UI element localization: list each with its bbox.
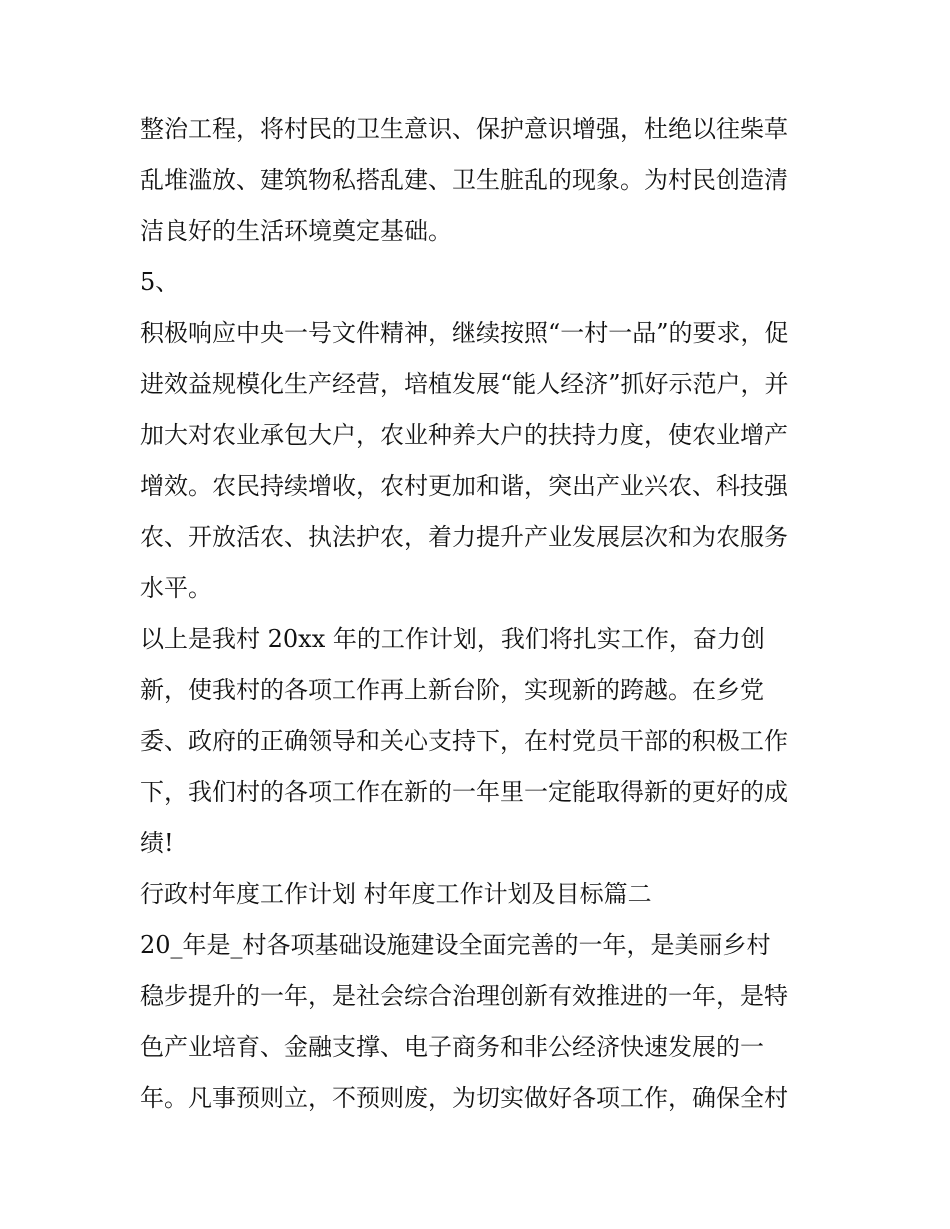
document-body [140, 104, 820, 1124]
text-line: 水平。 [140, 574, 212, 602]
text-line: 下，我们村的各项工作在新的一年里一定能取得新的更好的成 [140, 778, 788, 806]
text-line: 洁良好的生活环境奠定基础。 [140, 217, 452, 245]
text-line: 新，使我村的各项工作再上新台阶，实现新的跨越。在乡党 [140, 676, 764, 704]
text-line: 乱堆滥放、建筑物私搭乱建、卫生脏乱的现象。为村民创造清 [140, 166, 788, 194]
text-line: 农、开放活农、执法护农，着力提升产业发展层次和为农服务 [140, 523, 788, 551]
text-line: 进效益规模化生产经营，培植发展“能人经济”抓好示范户，并 [140, 370, 789, 398]
text-line: 年。凡事预则立，不预则废，为切实做好各项工作，确保全村 [140, 1084, 788, 1112]
text-line: 绩! [140, 829, 174, 857]
list-number: 5、 [140, 268, 180, 296]
text-line: 积极响应中央一号文件精神，继续按照“一村一品”的要求，促 [140, 319, 789, 347]
text-line: 20_年是_村各项基础设施建设全面完善的一年，是美丽乡村 [140, 931, 771, 959]
text-line: 稳步提升的一年，是社会综合治理创新有效推进的一年，是特 [140, 982, 788, 1010]
text-line: 委、政府的正确领导和关心支持下，在村党员干部的积极工作 [140, 727, 788, 755]
text-line: 整治工程，将村民的卫生意识、保护意识增强，杜绝以往柴草 [140, 115, 788, 143]
text-line: 加大对农业承包大户，农业种养大户的扶持力度，使农业增产 [140, 421, 788, 449]
text-line: 增效。农民持续增收，农村更加和谐，突出产业兴农、科技强 [140, 472, 788, 500]
section-heading: 行政村年度工作计划 村年度工作计划及目标篇二 [140, 880, 652, 908]
text-line: 色产业培育、金融支撑、电子商务和非公经济快速发展的一 [140, 1033, 764, 1061]
text-line: 以上是我村 20xx 年的工作计划，我们将扎实工作，奋力创 [140, 625, 765, 653]
